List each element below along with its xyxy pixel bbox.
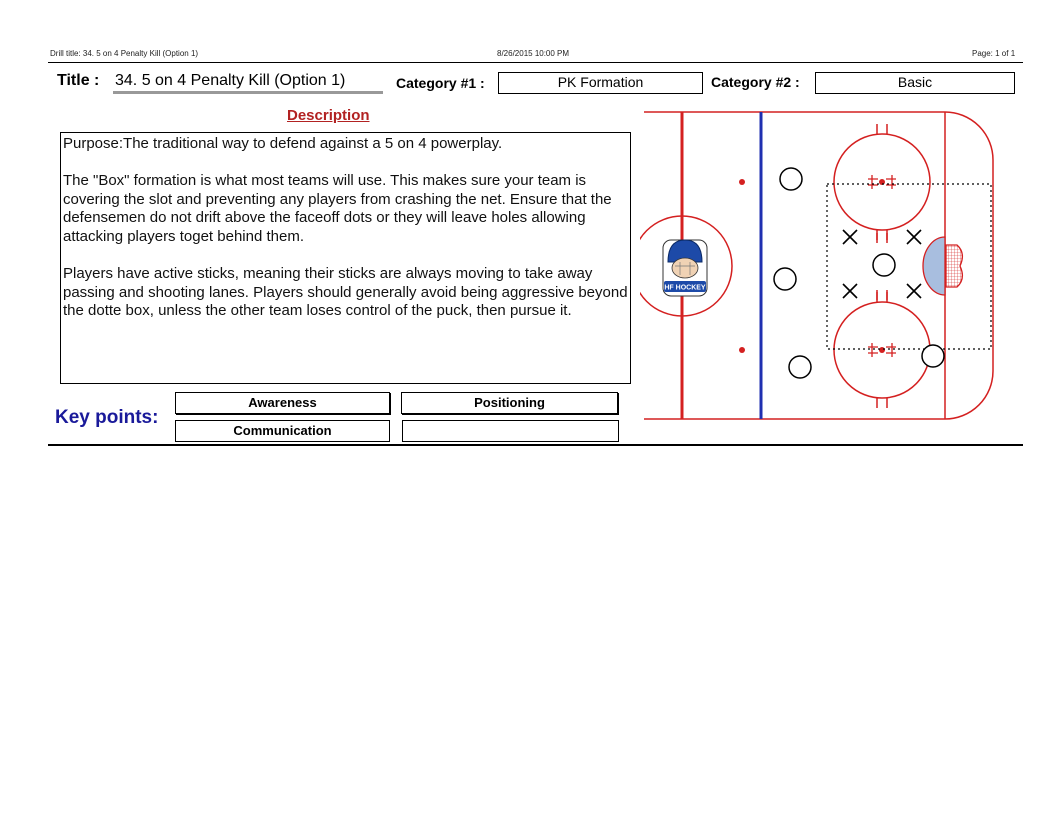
header-rule bbox=[48, 62, 1023, 63]
defender-marker bbox=[907, 230, 921, 244]
hf-hockey-logo bbox=[663, 240, 707, 296]
footer-rule bbox=[48, 444, 1023, 446]
key-point-communication: Communication bbox=[175, 420, 390, 442]
attacker-marker bbox=[873, 254, 895, 276]
goal-net bbox=[946, 245, 962, 287]
attacker-marker bbox=[922, 345, 944, 367]
neutral-zone-dot bbox=[739, 347, 745, 353]
description-paragraph: Purpose:The traditional way to defend against a 5 on 4 powerplay. bbox=[63, 135, 503, 152]
key-point-empty bbox=[402, 420, 619, 442]
key-point-positioning: Positioning bbox=[401, 392, 618, 414]
timestamp: 8/26/2015 10:00 PM bbox=[497, 49, 570, 58]
pk-box-dotted bbox=[827, 184, 991, 349]
description-paragraph: Players have active sticks, meaning their sticks are always moving to take away passing and shooting lanes. Players should generally avoid being aggressive beyond the dotte box, unless the other team loses control of the puck, then pursue it. bbox=[63, 265, 628, 320]
rink-diagram bbox=[640, 108, 1020, 424]
logo-text: HF HOCKEY bbox=[664, 284, 706, 292]
faceoff-dot bbox=[879, 347, 885, 353]
category2-label: Category #2 : bbox=[711, 74, 800, 90]
defender-marker bbox=[843, 230, 857, 244]
attacker-marker bbox=[780, 168, 802, 190]
description-heading: Description bbox=[287, 107, 370, 124]
defender-marker bbox=[907, 284, 921, 298]
defender-marker bbox=[843, 284, 857, 298]
title-label: Title : bbox=[57, 72, 100, 89]
key-point-awareness: Awareness bbox=[175, 392, 390, 414]
faceoff-circle-bottom bbox=[834, 292, 930, 408]
category1-value: PK Formation bbox=[498, 72, 703, 94]
description-box bbox=[60, 132, 631, 384]
goal-crease bbox=[923, 237, 945, 295]
title-value: 34. 5 on 4 Penalty Kill (Option 1) bbox=[113, 72, 383, 94]
drill-title-header: Drill title: 34. 5 on 4 Penalty Kill (Option 1) bbox=[50, 49, 199, 58]
description-paragraph: The "Box" formation is what most teams will use. This makes sure your team is covering the slot and preventing any players from crashing the net. Ensure that the defensemen do not drift above the faceoff dots or they will leave holes allowing attacking players toget behind them. bbox=[63, 172, 612, 245]
neutral-zone-dot bbox=[739, 179, 745, 185]
faceoff-circle-top bbox=[834, 124, 930, 240]
attacker-marker bbox=[789, 356, 811, 378]
category1-label: Category #1 : bbox=[396, 75, 485, 91]
key-points-label: Key points: bbox=[55, 407, 159, 428]
attacker-marker bbox=[774, 268, 796, 290]
page-number: Page: 1 of 1 bbox=[972, 49, 1016, 58]
category2-value: Basic bbox=[815, 72, 1015, 94]
